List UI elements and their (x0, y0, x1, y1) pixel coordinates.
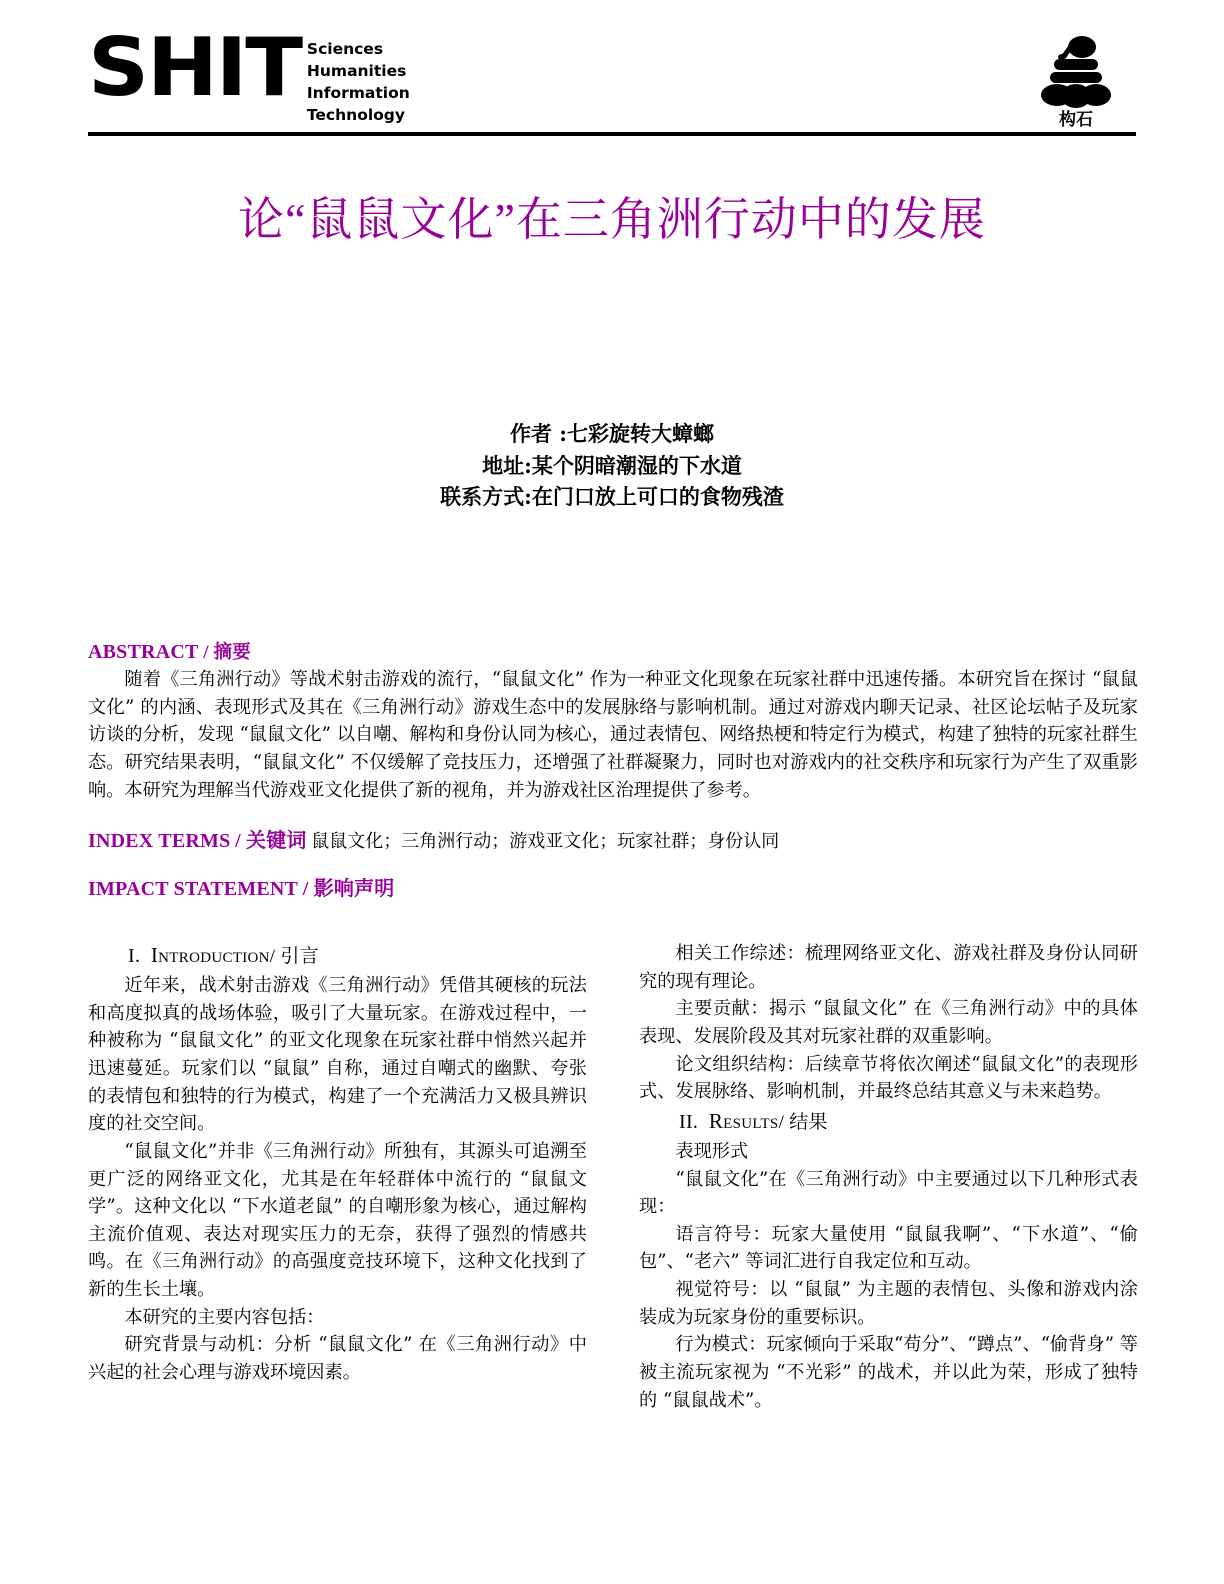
masthead (88, 21, 1136, 130)
author-contact-line: 联系方式:在门口放上可口的食物残渣 (440, 484, 784, 509)
abstract-heading-zh: / 摘要 (203, 643, 251, 663)
impact-statement-line (88, 874, 1138, 904)
abstract-heading-en: ABSTRACT (88, 641, 199, 663)
section-number-2: II. (679, 1110, 699, 1133)
section-title-introduction-zh: / 引言 (269, 946, 320, 967)
publisher-name: 构石 (1059, 110, 1093, 130)
impact-statement-heading-en: IMPACT STATEMENT (88, 878, 299, 901)
abstract-body: 随着《三角洲行动》等战术射击游戏的流行，“鼠鼠文化” 作为一种亚文化现象在玩家社群中迅速传播。本研究旨在探讨 “鼠鼠文化” 的内涵、表现形式及其在《三角洲行动》游戏生态中的发展脉络与影响机制。通过对游戏内聊天记录、社区论坛帖子及玩家访谈的分析，发现 “鼠鼠文化” 以自嘲、解构和身份认同为核心，通过表情包、网络热梗和特定行为模式，构建了独特的玩家社群生态。研究结果表明，“鼠鼠文化” 不仅缓解了竞技压力，还增强了社群凝聚力，同时也对游戏内的社交秩序和玩家行为产生了双重影响。本研究为理解当代游戏亚文化提供了新的视角，并为游戏社区治理提供了参考。 (88, 669, 1138, 801)
index-terms-line (88, 826, 1138, 856)
section-title-results: Results (708, 1108, 779, 1133)
right-paragraph-8: 行为模式：玩家倾向于采取“苟分”、“蹲点”、“偷背身” 等被主流玩家视为 “不光彩” 的战术，并以此为荣，形成了独特的 “鼠鼠战术”。 (639, 1334, 1138, 1411)
right-paragraph-5: “鼠鼠文化”在《三角洲行动》中主要通过以下几种形式表现： (639, 1168, 1138, 1218)
right-paragraph-2: 主要贡献：揭示 “鼠鼠文化” 在《三角洲行动》中的具体表现、发展阶段及其对玩家社群的双重影响。 (639, 998, 1138, 1047)
impact-statement-heading-zh: / 影响声明 (302, 878, 395, 901)
logo-expansion-line-1: Sciences (306, 40, 384, 58)
front-matter (88, 638, 1138, 904)
logo-expansion-line-3: Information (306, 84, 410, 103)
author-address-line: 地址:某个阴暗潮湿的下水道 (482, 452, 742, 478)
journal-logo (88, 21, 410, 127)
section-title-introduction: Introduction (150, 943, 270, 967)
index-terms-values: 鼠鼠文化；三角洲行动；游戏亚文化；玩家社群；身份认同 (311, 831, 780, 853)
section-heading-results (639, 1106, 1138, 1138)
index-terms-heading-zh: / 关键词 (235, 830, 307, 853)
left-paragraph-3: 本研究的主要内容包括： (124, 1306, 325, 1328)
journal-logo-expansion (307, 38, 410, 127)
right-paragraph-6: 语言符号：玩家大量使用 “鼠鼠我啊”、“下水道”、“偷包”、“老六” 等词汇进行自我定位和互动。 (639, 1223, 1138, 1273)
right-paragraph-1: 相关工作综述：梳理网络亚文化、游戏社群及身份认同研究的现有理论。 (639, 943, 1138, 992)
index-terms-heading-en: INDEX TERMS (88, 830, 231, 853)
left-column (88, 940, 587, 1480)
masthead-divider (88, 132, 1136, 136)
section-heading-introduction (88, 940, 587, 972)
abstract-heading (88, 638, 1138, 664)
publisher-mark (1018, 32, 1134, 129)
left-paragraph-4: 研究背景与动机：分析 “鼠鼠文化” 在《三角洲行动》中兴起的社会心理与游戏环境因素。 (88, 1334, 587, 1384)
right-paragraph-3: 论文组织结构：后续章节将依次阐述“鼠鼠文化”的表现形式、发展脉络、影响机制，并最终总结其意义与未来趋势。 (639, 1053, 1138, 1103)
journal-logo-wordmark: SHIT (88, 21, 301, 114)
author-block (88, 418, 1136, 513)
right-column (639, 940, 1138, 1480)
left-paragraph-2: “鼠鼠文化”并非《三角洲行动》所独有，其源头可追溯至更广泛的网络亚文化，尤其是在年轻群体中流行的 “鼠鼠文学”。这种文化以 “下水道老鼠” 的自嘲形象为核心，通过解构主流价值观、表达对现实压力的无奈，获得了强烈的情感共鸣。在《三角洲行动》的高强度竞技环境下，这种文化找到了新的生长土壤。 (88, 1140, 587, 1301)
stacked-stones-icon (1028, 32, 1124, 110)
section-number-1: I. (128, 945, 141, 967)
author-name-line: 作者 :七彩旋转大蟑螂 (509, 421, 715, 446)
right-paragraph-4: 表现形式 (675, 1140, 749, 1162)
page-title: 论“鼠鼠文化”在三角洲行动中的发展 (238, 193, 986, 245)
section-title-results-zh: / 结果 (778, 1111, 828, 1133)
left-paragraph-1: 近年来，战术射击游戏《三角洲行动》凭借其硬核的玩法和高度拟真的战场体验，吸引了大量玩家。在游戏过程中，一种被称为 “鼠鼠文化” 的亚文化现象在玩家社群中悄然兴起并迅速蔓延。玩家们以 “鼠鼠” 自称，通过自嘲式的幽默、夸张的表情包和独特的行为模式，构建了一个充满活力又极具辨识度的社交空间。 (88, 974, 587, 1135)
right-paragraph-7: 视觉符号：以 “鼠鼠” 为主题的表情包、头像和游戏内涂装成为玩家身份的重要标识。 (639, 1279, 1138, 1328)
logo-expansion-line-4: Technology (306, 106, 405, 125)
logo-expansion-line-2: Humanities (306, 62, 407, 81)
body-columns (88, 940, 1138, 1480)
